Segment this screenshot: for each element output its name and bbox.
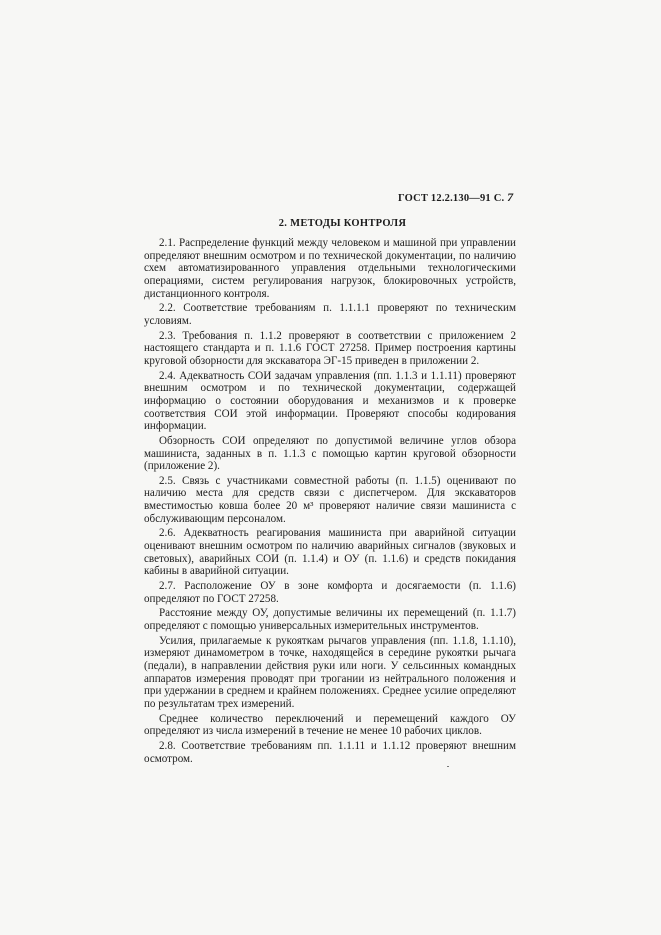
paragraph-2-4-visibility: Обзорность СОИ определяют по допустимой величине углов обзора машиниста, заданных в п. 1.1.3 с помощью картин круговой обзорности (приложение 2).	[144, 434, 516, 473]
standard-reference: ГОСТ 12.2.130—91 С.	[398, 193, 505, 204]
paragraph-2-7-switching: Среднее количество переключений и перемещений каждого ОУ определяют из числа измерений в течение не менее 10 рабочих циклов.	[144, 712, 516, 738]
section-title: 2. МЕТОДЫ КОНТРОЛЯ	[278, 218, 407, 229]
paragraph-2-7: 2.7. Расположение ОУ в зоне комфорта и досягаемости (п. 1.1.6) определяют по ГОСТ 27258.	[144, 580, 516, 605]
paragraph-2-8: 2.8. Соответствие требованиям пп. 1.1.11 и 1.1.12 проверяют внешним осмотром.	[144, 739, 516, 765]
paragraph-2-7-forces: Усилия, прилагаемые к рукояткам рычагов управления (пп. 1.1.8, 1.1.10), измеряют динамометром в точке, находящейся в середине рукоятки рычага (педали), в направлении действия руки или ноги. У сельсинных командных аппаратов измерения проводят при трогании из нейтрального положения и при удержании в среднем и крайнем положениях. Среднее усилие определяют по результатам трех измерений.	[144, 634, 516, 710]
paragraph-2-4: 2.4. Адекватность СОИ задачам управления (пп. 1.1.3 и 1.1.11) проверяют внешним осмотром и по технической документации, содержащей информацию о состоянии оборудования и механизмов и к проверке соответствия СОИ этой информации. Проверяют способы кодирования информации.	[144, 369, 516, 433]
paragraph-2-2: 2.2. Соответствие требованиям п. 1.1.1.1 проверяют по техническим условиям.	[144, 302, 516, 327]
paragraph-2-1: 2.1. Распределение функций между человеком и машиной при управлении определяют внешним осмотром и по технической документации, по наличию схем автоматизированного управления отдельными технологическими операциями, систем регулирования нагрузок, блокировочных устройств, дистанционного контроля.	[144, 237, 516, 300]
paragraph-2-3: 2.3. Требования п. 1.1.2 проверяют в соответствии с приложением 2 настоящего стандарта и п. 1.1.6 ГОСТ 27258. Пример построения картины круговой обзорности для экскаватора ЭГ-15 приведен в приложении 2.	[144, 329, 516, 367]
paragraph-2-7-distance: Расстояние между ОУ, допустимые величины их перемещений (п. 1.1.7) определяют с помощью универсальных измерительных инструментов.	[144, 607, 516, 633]
scan-speck	[447, 766, 449, 767]
page-header	[398, 190, 513, 205]
section-body	[144, 237, 516, 767]
page-number: 7	[507, 190, 514, 204]
paragraph-2-5: 2.5. Связь с участниками совместной работы (п. 1.1.5) оценивают по наличию места для средств связи с диспетчером. Для экскаваторов вместимостью ковша более 20 м³ проверяют наличие связи машиниста с обслуживающим персоналом.	[144, 474, 516, 525]
paragraph-2-6: 2.6. Адекватность реагирования машиниста при аварийной ситуации оценивают внешним осмотром по наличию аварийных сигналов (звуковых и световых), аварийных СОИ (п. 1.1.4) и ОУ (п. 1.1.6) и средств покидания кабины в аварийной ситуации.	[144, 527, 516, 578]
